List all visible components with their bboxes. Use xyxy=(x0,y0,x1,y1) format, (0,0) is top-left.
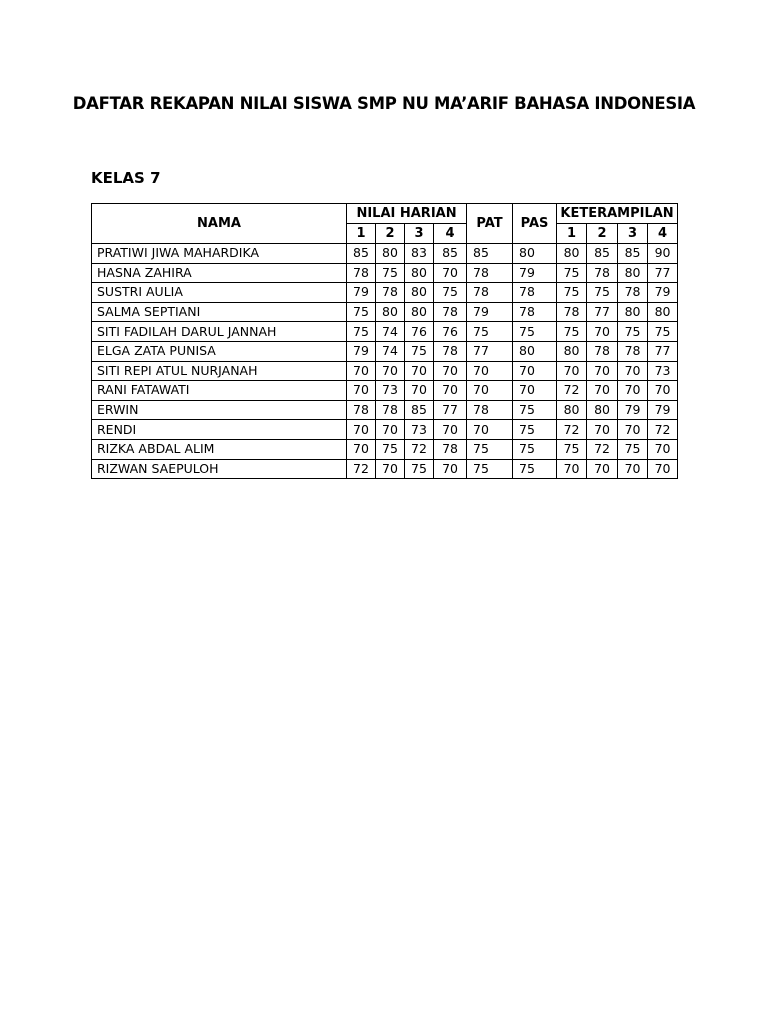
keterampilan-4: 70 xyxy=(648,439,678,459)
header-nilai-harian: NILAI HARIAN xyxy=(347,204,467,224)
nilai-harian-4: 77 xyxy=(434,400,467,420)
nilai-harian-3: 70 xyxy=(405,381,434,401)
table-row xyxy=(92,341,678,361)
keterampilan-2: 77 xyxy=(587,302,618,322)
keterampilan-1: 78 xyxy=(557,302,587,322)
nilai-harian-3: 73 xyxy=(405,420,434,440)
keterampilan-2: 78 xyxy=(587,263,618,283)
pat-score: 79 xyxy=(467,302,513,322)
nilai-harian-4: 70 xyxy=(434,459,467,479)
table-row xyxy=(92,381,678,401)
nilai-harian-4: 76 xyxy=(434,322,467,342)
nilai-harian-3: 70 xyxy=(405,361,434,381)
table-row xyxy=(92,244,678,264)
keterampilan-1: 75 xyxy=(557,263,587,283)
keterampilan-3: 80 xyxy=(618,302,648,322)
nilai-harian-2: 70 xyxy=(376,420,405,440)
nilai-harian-1: 70 xyxy=(347,439,376,459)
table-row xyxy=(92,420,678,440)
nilai-harian-4: 70 xyxy=(434,420,467,440)
table-row xyxy=(92,322,678,342)
document-title: DAFTAR REKAPAN NILAI SISWA SMP NU MA’ARIF BAHASA INDONESIA xyxy=(72,94,696,113)
keterampilan-2: 85 xyxy=(587,244,618,264)
nilai-harian-3: 75 xyxy=(405,459,434,479)
keterampilan-3: 70 xyxy=(618,361,648,381)
keterampilan-2: 70 xyxy=(587,420,618,440)
student-name: RIZKA ABDAL ALIM xyxy=(92,439,347,459)
pat-score: 78 xyxy=(467,400,513,420)
nilai-harian-3: 80 xyxy=(405,302,434,322)
keterampilan-3: 70 xyxy=(618,420,648,440)
keterampilan-4: 73 xyxy=(648,361,678,381)
nilai-harian-4: 85 xyxy=(434,244,467,264)
nilai-harian-4: 70 xyxy=(434,381,467,401)
keterampilan-1: 75 xyxy=(557,439,587,459)
keterampilan-1: 75 xyxy=(557,283,587,303)
pas-score: 75 xyxy=(513,322,557,342)
grades-table xyxy=(91,203,678,479)
nilai-harian-1: 70 xyxy=(347,361,376,381)
keterampilan-4: 90 xyxy=(648,244,678,264)
keterampilan-4: 79 xyxy=(648,400,678,420)
keterampilan-1: 70 xyxy=(557,361,587,381)
nilai-harian-2: 80 xyxy=(376,244,405,264)
keterampilan-3: 75 xyxy=(618,322,648,342)
header-pas: PAS xyxy=(513,204,557,244)
grades-table-body xyxy=(92,244,678,479)
pat-score: 75 xyxy=(467,322,513,342)
keterampilan-4: 72 xyxy=(648,420,678,440)
header-kt-2: 2 xyxy=(587,224,618,244)
pas-score: 80 xyxy=(513,244,557,264)
nilai-harian-3: 80 xyxy=(405,263,434,283)
header-nh-2: 2 xyxy=(376,224,405,244)
nilai-harian-1: 75 xyxy=(347,302,376,322)
nilai-harian-4: 70 xyxy=(434,361,467,381)
nilai-harian-1: 78 xyxy=(347,263,376,283)
keterampilan-1: 75 xyxy=(557,322,587,342)
student-name: ERWIN xyxy=(92,400,347,420)
pas-score: 70 xyxy=(513,361,557,381)
nilai-harian-1: 78 xyxy=(347,400,376,420)
keterampilan-3: 80 xyxy=(618,263,648,283)
header-nh-4: 4 xyxy=(434,224,467,244)
keterampilan-3: 75 xyxy=(618,439,648,459)
pas-score: 80 xyxy=(513,341,557,361)
nilai-harian-2: 78 xyxy=(376,283,405,303)
keterampilan-4: 80 xyxy=(648,302,678,322)
student-name: RANI FATAWATI xyxy=(92,381,347,401)
keterampilan-4: 70 xyxy=(648,381,678,401)
keterampilan-4: 75 xyxy=(648,322,678,342)
nilai-harian-2: 80 xyxy=(376,302,405,322)
keterampilan-3: 78 xyxy=(618,283,648,303)
keterampilan-3: 79 xyxy=(618,400,648,420)
nilai-harian-2: 70 xyxy=(376,459,405,479)
pat-score: 70 xyxy=(467,420,513,440)
pat-score: 77 xyxy=(467,341,513,361)
nilai-harian-1: 79 xyxy=(347,283,376,303)
table-row xyxy=(92,459,678,479)
nilai-harian-2: 75 xyxy=(376,439,405,459)
keterampilan-4: 79 xyxy=(648,283,678,303)
nilai-harian-4: 78 xyxy=(434,302,467,322)
pat-score: 85 xyxy=(467,244,513,264)
nilai-harian-4: 70 xyxy=(434,263,467,283)
keterampilan-2: 70 xyxy=(587,381,618,401)
table-row xyxy=(92,302,678,322)
nilai-harian-1: 79 xyxy=(347,341,376,361)
keterampilan-2: 75 xyxy=(587,283,618,303)
nilai-harian-1: 72 xyxy=(347,459,376,479)
keterampilan-2: 70 xyxy=(587,361,618,381)
table-row xyxy=(92,361,678,381)
table-row xyxy=(92,439,678,459)
student-name: SITI REPI ATUL NURJANAH xyxy=(92,361,347,381)
keterampilan-2: 70 xyxy=(587,322,618,342)
pas-score: 79 xyxy=(513,263,557,283)
pas-score: 75 xyxy=(513,459,557,479)
nilai-harian-2: 74 xyxy=(376,322,405,342)
keterampilan-4: 70 xyxy=(648,459,678,479)
header-nh-1: 1 xyxy=(347,224,376,244)
keterampilan-1: 80 xyxy=(557,341,587,361)
nilai-harian-1: 75 xyxy=(347,322,376,342)
table-row xyxy=(92,283,678,303)
nilai-harian-4: 78 xyxy=(434,341,467,361)
keterampilan-2: 78 xyxy=(587,341,618,361)
nilai-harian-2: 73 xyxy=(376,381,405,401)
pas-score: 78 xyxy=(513,302,557,322)
table-row xyxy=(92,263,678,283)
pat-score: 70 xyxy=(467,381,513,401)
keterampilan-2: 70 xyxy=(587,459,618,479)
header-nh-3: 3 xyxy=(405,224,434,244)
student-name: SUSTRI AULIA xyxy=(92,283,347,303)
nilai-harian-3: 72 xyxy=(405,439,434,459)
nilai-harian-1: 85 xyxy=(347,244,376,264)
nilai-harian-2: 70 xyxy=(376,361,405,381)
student-name: RENDI xyxy=(92,420,347,440)
class-label: KELAS 7 xyxy=(91,169,161,187)
header-keterampilan: KETERAMPILAN xyxy=(557,204,678,224)
pat-score: 75 xyxy=(467,459,513,479)
header-kt-1: 1 xyxy=(557,224,587,244)
pat-score: 78 xyxy=(467,263,513,283)
pas-score: 78 xyxy=(513,283,557,303)
header-nama: NAMA xyxy=(92,204,347,244)
keterampilan-2: 80 xyxy=(587,400,618,420)
header-pat: PAT xyxy=(467,204,513,244)
keterampilan-1: 80 xyxy=(557,400,587,420)
keterampilan-2: 72 xyxy=(587,439,618,459)
student-name: RIZWAN SAEPULOH xyxy=(92,459,347,479)
nilai-harian-4: 78 xyxy=(434,439,467,459)
student-name: PRATIWI JIWA MAHARDIKA xyxy=(92,244,347,264)
pat-score: 70 xyxy=(467,361,513,381)
nilai-harian-1: 70 xyxy=(347,420,376,440)
keterampilan-3: 78 xyxy=(618,341,648,361)
nilai-harian-2: 78 xyxy=(376,400,405,420)
pas-score: 75 xyxy=(513,400,557,420)
nilai-harian-3: 85 xyxy=(405,400,434,420)
keterampilan-1: 80 xyxy=(557,244,587,264)
keterampilan-4: 77 xyxy=(648,341,678,361)
nilai-harian-2: 75 xyxy=(376,263,405,283)
keterampilan-1: 70 xyxy=(557,459,587,479)
keterampilan-4: 77 xyxy=(648,263,678,283)
student-name: SALMA SEPTIANI xyxy=(92,302,347,322)
nilai-harian-3: 75 xyxy=(405,341,434,361)
nilai-harian-3: 76 xyxy=(405,322,434,342)
nilai-harian-2: 74 xyxy=(376,341,405,361)
student-name: ELGA ZATA PUNISA xyxy=(92,341,347,361)
student-name: SITI FADILAH DARUL JANNAH xyxy=(92,322,347,342)
pas-score: 75 xyxy=(513,439,557,459)
keterampilan-3: 85 xyxy=(618,244,648,264)
header-kt-3: 3 xyxy=(618,224,648,244)
header-kt-4: 4 xyxy=(648,224,678,244)
keterampilan-1: 72 xyxy=(557,381,587,401)
nilai-harian-1: 70 xyxy=(347,381,376,401)
pas-score: 75 xyxy=(513,420,557,440)
student-name: HASNA ZAHIRA xyxy=(92,263,347,283)
pat-score: 75 xyxy=(467,439,513,459)
nilai-harian-4: 75 xyxy=(434,283,467,303)
nilai-harian-3: 83 xyxy=(405,244,434,264)
table-row xyxy=(92,400,678,420)
nilai-harian-3: 80 xyxy=(405,283,434,303)
keterampilan-1: 72 xyxy=(557,420,587,440)
pas-score: 70 xyxy=(513,381,557,401)
keterampilan-3: 70 xyxy=(618,381,648,401)
pat-score: 78 xyxy=(467,283,513,303)
keterampilan-3: 70 xyxy=(618,459,648,479)
